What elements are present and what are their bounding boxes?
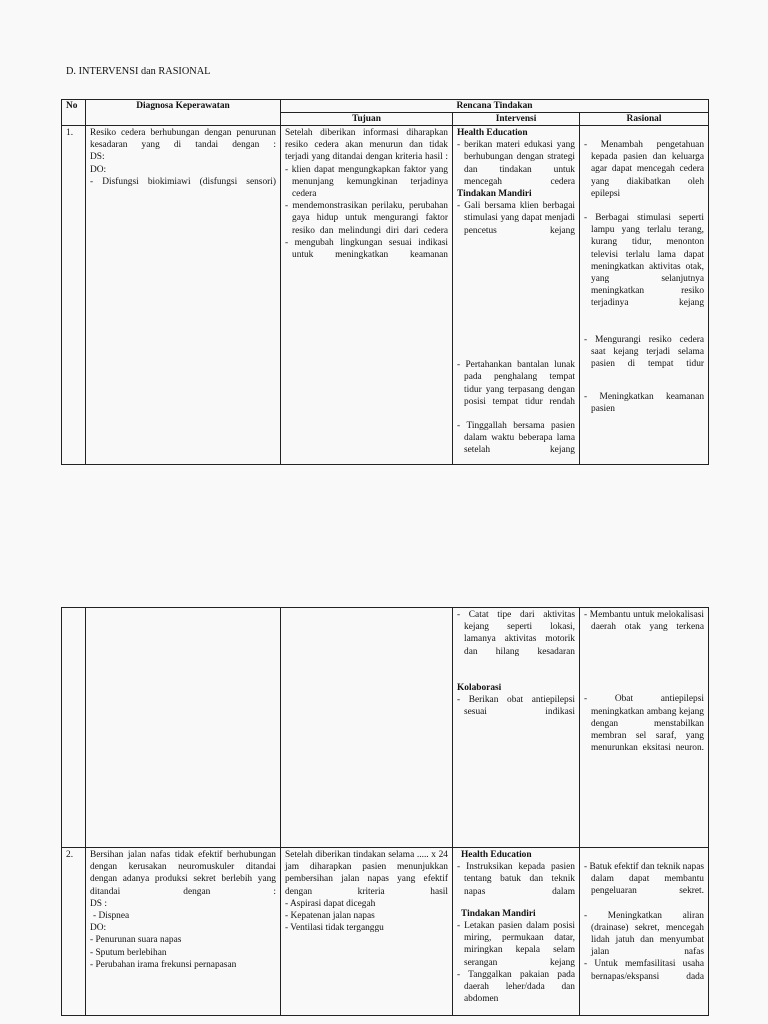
col-tujuan-header: Tujuan xyxy=(281,113,453,126)
rasional-cell xyxy=(580,608,709,848)
list-item: - Disfungsi biokimiawi (disfungsi sensori) xyxy=(90,176,276,187)
intervention-table xyxy=(61,99,709,465)
tujuan-cell xyxy=(281,126,453,465)
ds-label: DS : xyxy=(90,898,107,909)
list-item: - Ventilasi tidak terganggu xyxy=(285,923,384,934)
tujuan-cell xyxy=(281,608,453,848)
list-item: - Catat tipe dari aktivitas kejang seperti lokasi, lamanya aktivitas motorik dan hilang kesadaran xyxy=(457,610,575,657)
list-item: - Untuk memfasilitasi usaha bernapas/ekspansi dada xyxy=(584,959,704,982)
tujuan-text: Setelah diberikan informasi diharapkan resiko cedera akan menurun dan tidak terjadi yang ditandai dengan kriteria hasil : xyxy=(285,128,448,163)
table-row xyxy=(62,848,709,1016)
list-item: - klien dapat mengungkapkan faktor yang menunjang kemungkinan terjadinya cedera xyxy=(285,164,448,200)
list-item: - Kepatenan jalan napas xyxy=(285,911,375,922)
list-item: - Instruksikan kepada pasien tentang batuk dan teknik napas dalam xyxy=(457,862,575,897)
list-item: - Berbagai stimulasi seperti lampu yang terlalu terang, kurang tidur, menonton televisi terlalu lama dapat meningkatkan aktivitas otak, yang selanjutnya meningkatkan resiko terjadinya kejang xyxy=(584,213,705,309)
row-number: 2. xyxy=(62,848,86,1016)
list-item: - Penurunan suara napas xyxy=(90,935,182,946)
ds-label: DS: xyxy=(90,152,105,163)
intervensi-cell xyxy=(453,608,580,848)
health-education-label: Health Education xyxy=(461,850,532,860)
list-item: - Perubahan irama frekunsi pernapasan xyxy=(90,959,237,970)
list-item: - Obat antiepilepsi meningkatkan ambang kejang dengan menstabilkan membran sel saraf, yang menurunkan eksitasi neuron. xyxy=(584,694,704,754)
diagnosa-cell xyxy=(86,848,281,1016)
list-item: - Sputum berlebihan xyxy=(90,947,167,958)
kolaborasi-label: Kolaborasi xyxy=(457,682,502,693)
tindakan-mandiri-label: Tindakan Mandiri xyxy=(457,189,532,200)
diagnosa-cell xyxy=(86,126,281,465)
list-item: - Berikan obat antiepilepsi sesuai indikasi xyxy=(457,695,575,718)
list-item: - Batuk efektif dan teknik napas dalam dapat membantu pengeluaran sekret. xyxy=(584,862,705,897)
diagnosa-text: Resiko cedera berhubungan dengan penurunan kesadaran yang di tandai dengan : xyxy=(90,128,276,151)
rasional-cell xyxy=(580,126,709,465)
list-item: - Tinggallah bersama pasien dalam waktu beberapa lama setelah kejang xyxy=(457,421,575,456)
list-item: - Letakan pasien dalam posisi miring, permukaan datar, miringkan kepala selam serangan kejang xyxy=(457,921,575,968)
list-item: - Menambah pengetahuan kepada pasien dan keluarga agar dapat mencegah cedera yang diakibatkan oleh epilepsi xyxy=(584,140,705,199)
list-item: - berikan materi edukasi yang berhubungan dengan strategi dan tindakan untuk mencegah cedera xyxy=(457,140,575,187)
list-item: - mengubah lingkungan sesuai indikasi untuk meningkatkan keamanan xyxy=(285,237,448,261)
do-label: DO: xyxy=(90,923,107,934)
table-row xyxy=(62,608,709,848)
list-item: - Meningkatkan keamanan pasien xyxy=(584,391,705,414)
col-diagnosa-header: Diagnosa Keperawatan xyxy=(86,100,281,126)
list-item: - Tanggalkan pakaian pada daerah leher/dada dan abdomen xyxy=(457,969,575,1005)
header-row xyxy=(62,100,709,113)
tujuan-text: Setelah diberikan tindakan selama ..... x 24 jam diharapkan pasien menunjukkan pembersihan jalan napas yang efektif dengan kriteria hasil xyxy=(285,850,448,897)
table-row xyxy=(62,126,709,465)
col-no-header: No xyxy=(62,100,86,126)
health-education-label: Health Education xyxy=(457,128,528,138)
col-intervensi-header: Intervensi xyxy=(453,113,580,126)
intervensi-cell xyxy=(453,848,580,1016)
diagnosa-text: Bersihan jalan nafas tidak efektif berhubungan dengan kerusakan neuromuskuler ditandai dengan adanya produksi sekret berlebih yang ditandai dengan : xyxy=(90,850,276,897)
list-item: - Aspirasi dapat dicegah xyxy=(285,898,376,909)
list-item: - Meningkatkan aliran (drainase) sekret, mencegah lidah jatuh dan menyumbat jalan nafas xyxy=(584,910,704,958)
list-item: - Pertahankan bantalan lunak pada penghalang tempat tidur yang terpasang dengan posisi tempat tidur rendah xyxy=(457,360,575,407)
list-item: - Dispnea xyxy=(93,911,130,922)
diagnosa-cell xyxy=(86,608,281,848)
list-item: - Gali bersama klien berbagai stimulasi yang dapat menjadi pencetus kejang xyxy=(457,201,575,236)
list-item: - Membantu untuk melokalisasi daerah otak yang terkena xyxy=(584,610,704,633)
col-rencana-header: Rencana Tindakan xyxy=(281,100,709,113)
row-number xyxy=(62,608,86,848)
rasional-cell xyxy=(580,848,709,1016)
intervention-table-continued xyxy=(61,607,709,1016)
list-item: - Mengurangi resiko cedera saat kejang terjadi selama pasien di tempat tidur xyxy=(584,335,705,370)
section-heading: D. INTERVENSI dan RASIONAL xyxy=(66,66,211,77)
do-label: DO: xyxy=(90,164,107,175)
intervensi-cell xyxy=(453,126,580,465)
tujuan-cell xyxy=(281,848,453,1016)
list-item: - mendemonstrasikan perilaku, perubahan gaya hidup untuk mengurangi faktor resiko dan melindungi diri dari cedera xyxy=(285,201,448,236)
col-rasional-header: Rasional xyxy=(580,113,709,126)
tindakan-mandiri-label: Tindakan Mandiri xyxy=(461,908,536,919)
row-number: 1. xyxy=(62,126,86,465)
